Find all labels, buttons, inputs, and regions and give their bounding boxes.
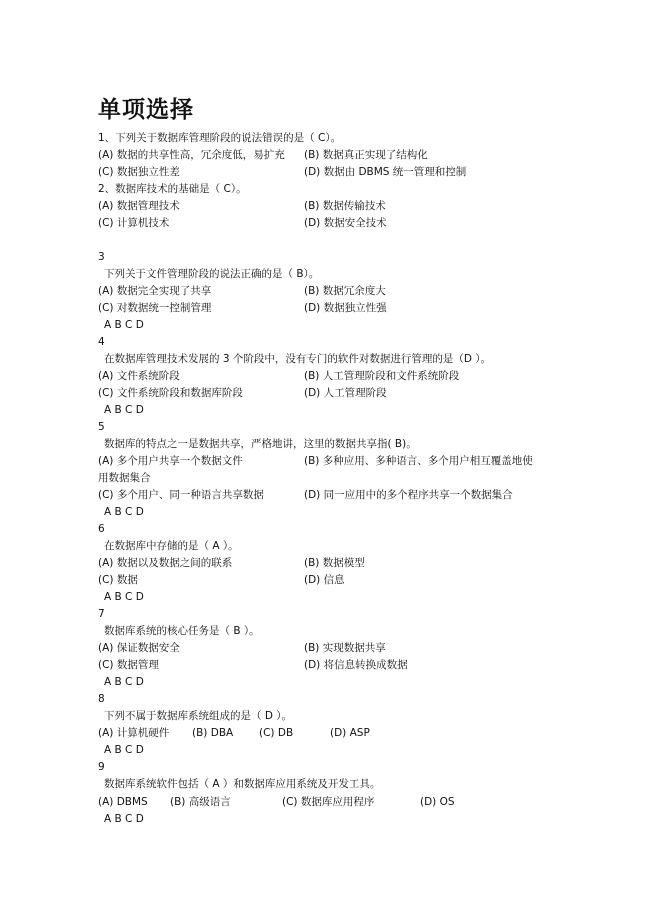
question-5-number: 5 <box>98 421 105 433</box>
question-5-option-b-continued: 用数据集合 <box>98 472 151 484</box>
question-9-number: 9 <box>98 761 105 773</box>
question-2-stem: 2、数据库技术的基础是（ C）。 <box>98 183 247 195</box>
question-4-option-d: (D) 人工管理阶段 <box>304 387 387 399</box>
question-5-stem: 数据库的特点之一是数据共享，严格地讲，这里的数据共享指( B)。 <box>104 438 417 450</box>
question-3-option-c: (C) 对数据统一控制管理 <box>98 302 212 314</box>
question-3-option-a: (A) 数据完全实现了共享 <box>98 285 212 297</box>
question-8-stem: 下列不属于数据库系统组成的是（ D ）。 <box>104 710 293 722</box>
question-4-choice-letters: A B C D <box>104 404 144 416</box>
question-1-option-a: (A) 数据的共享性高，冗余度低，易扩充 <box>98 149 285 161</box>
question-8-option-c: (C) DB <box>259 727 294 739</box>
question-7-option-a: (A) 保证数据安全 <box>98 642 180 654</box>
question-8-option-d: (D) ASP <box>330 727 370 739</box>
question-2-option-c: (C) 计算机技术 <box>98 217 170 229</box>
question-3-number: 3 <box>98 251 105 263</box>
question-2-option-b: (B) 数据传输技术 <box>304 200 386 212</box>
question-7-option-b: (B) 实现数据共享 <box>304 642 386 654</box>
question-8-option-a: (A) 计算机硬件 <box>98 727 170 739</box>
question-9-option-d: (D) OS <box>420 796 455 808</box>
question-6-number: 6 <box>98 523 105 535</box>
question-5-option-a: (A) 多个用户共享一个数据文件 <box>98 455 243 467</box>
question-1-option-b: (B) 数据真正实现了结构化 <box>304 149 428 161</box>
question-4-stem: 在数据库管理技术发展的 3 个阶段中，没有专门的软件对数据进行管理的是（D ）。 <box>104 353 492 365</box>
question-7-option-d: (D) 将信息转换成数据 <box>304 659 408 671</box>
question-3-choice-letters: A B C D <box>104 319 144 331</box>
question-1-stem: 1、下列关于数据库管理阶段的说法错误的是（ C）。 <box>98 132 342 144</box>
question-7-choice-letters: A B C D <box>104 676 144 688</box>
question-7-option-c: (C) 数据管理 <box>98 659 159 671</box>
question-1-option-c: (C) 数据独立性差 <box>98 166 180 178</box>
question-8-number: 8 <box>98 693 105 705</box>
question-6-stem: 在数据库中存储的是（ A ）。 <box>104 540 239 552</box>
question-3-option-b: (B) 数据冗余度大 <box>304 285 386 297</box>
question-9-option-a: (A) DBMS <box>98 796 148 808</box>
question-3-stem: 下列关于文件管理阶段的说法正确的是（ B）。 <box>104 268 320 280</box>
question-5-option-c: (C) 多个用户、同一种语言共享数据 <box>98 489 264 501</box>
question-6-option-d: (D) 信息 <box>304 574 345 586</box>
question-8-choice-letters: A B C D <box>104 744 144 756</box>
question-9-choice-letters: A B C D <box>104 813 144 825</box>
question-6-option-c: (C) 数据 <box>98 574 138 586</box>
question-4-option-a: (A) 文件系统阶段 <box>98 370 180 382</box>
question-6-option-b: (B) 数据模型 <box>304 557 365 569</box>
question-4-option-b: (B) 人工管理阶段和文件系统阶段 <box>304 370 460 382</box>
question-7-stem: 数据库系统的核心任务是（ B ）。 <box>104 625 260 637</box>
question-2-option-d: (D) 数据安全技术 <box>304 217 387 229</box>
question-5-option-d: (D) 同一应用中的多个程序共享一个数据集合 <box>304 489 513 501</box>
question-2-option-a: (A) 数据管理技术 <box>98 200 180 212</box>
question-7-number: 7 <box>98 608 105 620</box>
question-5-choice-letters: A B C D <box>104 506 144 518</box>
question-9-option-c: (C) 数据库应用程序 <box>282 796 375 808</box>
question-1-option-d: (D) 数据由 DBMS 统一管理和控制 <box>304 166 467 178</box>
question-9-option-b: (B) 高级语言 <box>170 796 231 808</box>
question-3-option-d: (D) 数据独立性强 <box>304 302 387 314</box>
question-6-choice-letters: A B C D <box>104 591 144 603</box>
question-4-option-c: (C) 文件系统阶段和数据库阶段 <box>98 387 243 399</box>
question-4-number: 4 <box>98 336 105 348</box>
question-5-option-b: (B) 多种应用、多种语言、多个用户相互覆盖地使 <box>304 455 533 467</box>
section-heading: 单项选择 <box>98 96 194 123</box>
question-9-stem: 数据库系统软件包括（ A ）和数据库应用系统及开发工具。 <box>104 778 381 790</box>
question-8-option-b: (B) DBA <box>192 727 234 739</box>
question-6-option-a: (A) 数据以及数据之间的联系 <box>98 557 233 569</box>
